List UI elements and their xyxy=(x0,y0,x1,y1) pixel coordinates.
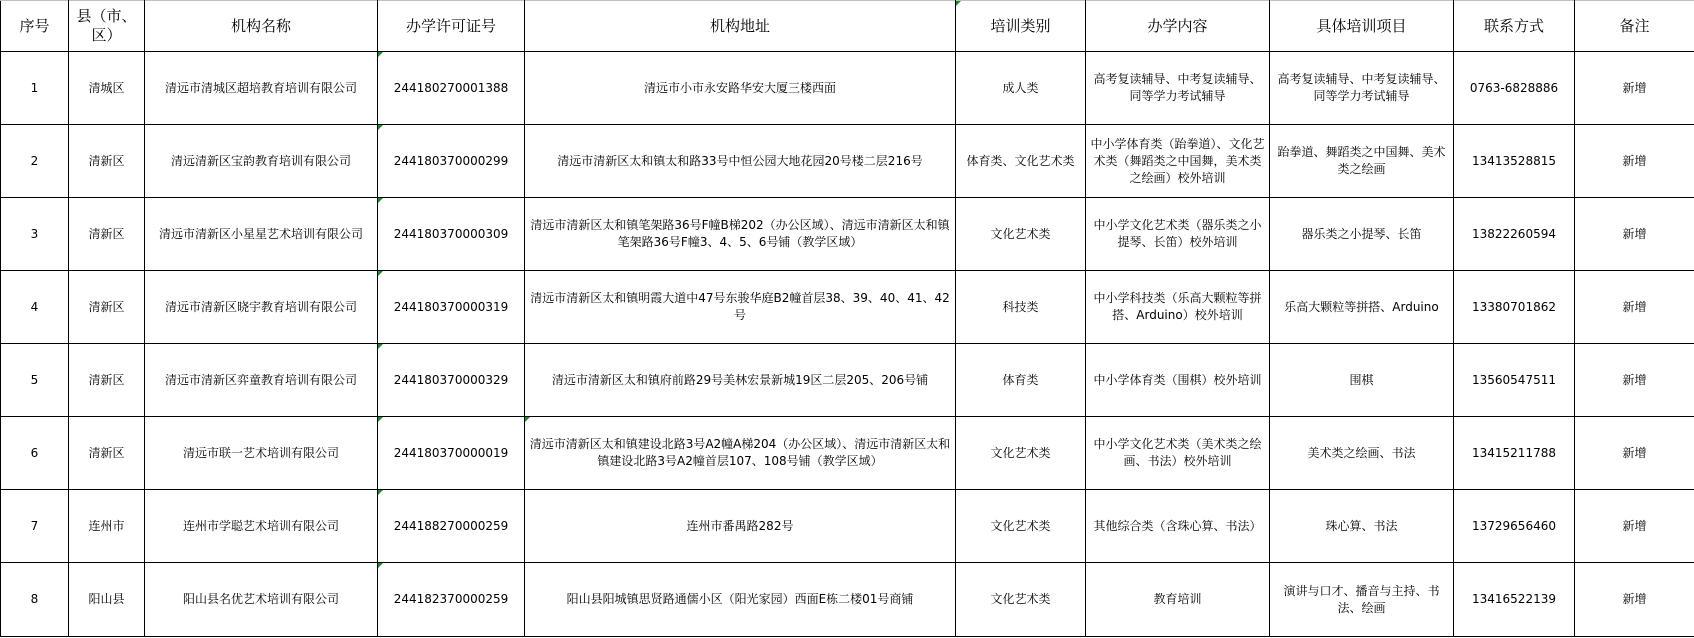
cell-index[interactable]: 7 xyxy=(1,490,69,563)
header-name: 机构名称 xyxy=(145,1,378,52)
cell-address[interactable]: 清远市清新区太和镇府前路29号美林宏景新城19区二层205、206号铺 xyxy=(525,344,956,417)
header-contact: 联系方式 xyxy=(1454,1,1575,52)
cell-index[interactable]: 1 xyxy=(1,52,69,125)
cell-index[interactable]: 4 xyxy=(1,271,69,344)
cell-contact[interactable]: 13560547511 xyxy=(1454,344,1575,417)
cell-county[interactable]: 阳山县 xyxy=(69,563,145,637)
cell-index[interactable]: 8 xyxy=(1,563,69,637)
cell-projects[interactable]: 跆拳道、舞蹈类之中国舞、美术类之绘画 xyxy=(1270,125,1454,198)
cell-projects[interactable]: 器乐类之小提琴、长笛 xyxy=(1270,198,1454,271)
cell-remark[interactable]: 新增 xyxy=(1575,417,1694,490)
cell-category[interactable]: 文化艺术类 xyxy=(956,417,1086,490)
header-row xyxy=(1,1,1694,52)
cell-index[interactable]: 5 xyxy=(1,344,69,417)
cell-contact[interactable]: 13413528815 xyxy=(1454,125,1575,198)
table-row[interactable] xyxy=(1,198,1694,271)
cell-index[interactable]: 6 xyxy=(1,417,69,490)
cell-remark[interactable]: 新增 xyxy=(1575,344,1694,417)
cell-contact[interactable]: 13416522139 xyxy=(1454,563,1575,637)
cell-license[interactable]: 244188270000259 xyxy=(378,490,525,563)
cell-projects[interactable]: 演讲与口才、播音与主持、书法、绘画 xyxy=(1270,563,1454,637)
header-license: 办学许可证号 xyxy=(378,1,525,52)
cell-content[interactable]: 中小学文化艺术类（美术类之绘画、书法）校外培训 xyxy=(1086,417,1270,490)
cell-address[interactable]: 清远市小市永安路华安大厦三楼西面 xyxy=(525,52,956,125)
cell-name[interactable]: 清远市清新区弈童教育培训有限公司 xyxy=(145,344,378,417)
cell-content[interactable]: 中小学体育类（跆拳道）、文化艺术类（舞蹈类之中国舞，美术类之绘画）校外培训 xyxy=(1086,125,1270,198)
cell-name[interactable]: 清远清新区宝韵教育培训有限公司 xyxy=(145,125,378,198)
cell-content[interactable]: 中小学体育类（围棋）校外培训 xyxy=(1086,344,1270,417)
cell-license[interactable]: 244180370000019 xyxy=(378,417,525,490)
cell-remark[interactable]: 新增 xyxy=(1575,490,1694,563)
cell-address[interactable]: 连州市番禺路282号 xyxy=(525,490,956,563)
cell-category[interactable]: 文化艺术类 xyxy=(956,490,1086,563)
cell-county[interactable]: 清城区 xyxy=(69,52,145,125)
cell-category[interactable]: 体育类 xyxy=(956,344,1086,417)
cell-license[interactable]: 244180370000309 xyxy=(378,198,525,271)
cell-contact[interactable]: 13380701862 xyxy=(1454,271,1575,344)
cell-remark[interactable]: 新增 xyxy=(1575,198,1694,271)
cell-category[interactable]: 体育类、文化艺术类 xyxy=(956,125,1086,198)
cell-remark[interactable]: 新增 xyxy=(1575,52,1694,125)
cell-content[interactable]: 教育培训 xyxy=(1086,563,1270,637)
table-row[interactable] xyxy=(1,490,1694,563)
cell-projects[interactable]: 珠心算、书法 xyxy=(1270,490,1454,563)
cell-index[interactable]: 3 xyxy=(1,198,69,271)
table-row[interactable] xyxy=(1,52,1694,125)
header-remark: 备注 xyxy=(1575,1,1694,52)
header-category: 培训类别 xyxy=(956,1,1086,52)
cell-county[interactable]: 清新区 xyxy=(69,198,145,271)
cell-name[interactable]: 清远市清新区小星星艺术培训有限公司 xyxy=(145,198,378,271)
cell-remark[interactable]: 新增 xyxy=(1575,563,1694,637)
cell-license[interactable]: 244180370000299 xyxy=(378,125,525,198)
cell-contact[interactable]: 13415211788 xyxy=(1454,417,1575,490)
header-projects: 具体培训项目 xyxy=(1270,1,1454,52)
cell-license[interactable]: 244180270001388 xyxy=(378,52,525,125)
cell-category[interactable]: 文化艺术类 xyxy=(956,198,1086,271)
cell-projects[interactable]: 围棋 xyxy=(1270,344,1454,417)
cell-remark[interactable]: 新增 xyxy=(1575,271,1694,344)
cell-content[interactable]: 其他综合类（含珠心算、书法） xyxy=(1086,490,1270,563)
header-index: 序号 xyxy=(1,1,69,52)
cell-address[interactable]: 清远市清新区太和镇建设北路3号A2幢A梯204（办公区域）、清远市清新区太和镇建设北路3号A2幢首层107、108号铺（教学区域） xyxy=(525,417,956,490)
cell-license[interactable]: 244180370000319 xyxy=(378,271,525,344)
cell-county[interactable]: 清新区 xyxy=(69,344,145,417)
cell-content[interactable]: 中小学科技类（乐高大颗粒等拼搭、Arduino）校外培训 xyxy=(1086,271,1270,344)
table-row[interactable] xyxy=(1,125,1694,198)
cell-content[interactable]: 中小学文化艺术类（器乐类之小提琴、长笛）校外培训 xyxy=(1086,198,1270,271)
cell-name[interactable]: 清远市清新区晓宇教育培训有限公司 xyxy=(145,271,378,344)
cell-county[interactable]: 清新区 xyxy=(69,125,145,198)
cell-contact[interactable]: 0763-6828886 xyxy=(1454,52,1575,125)
cell-category[interactable]: 成人类 xyxy=(956,52,1086,125)
header-address: 机构地址 xyxy=(525,1,956,52)
cell-name[interactable]: 连州市学聪艺术培训有限公司 xyxy=(145,490,378,563)
table-row[interactable] xyxy=(1,344,1694,417)
cell-county[interactable]: 清新区 xyxy=(69,417,145,490)
cell-name[interactable]: 阳山县名优艺术培训有限公司 xyxy=(145,563,378,637)
cell-address[interactable]: 阳山县阳城镇思贤路通儒小区（阳光家园）西面E栋二楼01号商铺 xyxy=(525,563,956,637)
cell-index[interactable]: 2 xyxy=(1,125,69,198)
cell-name[interactable]: 清远市清城区超培教育培训有限公司 xyxy=(145,52,378,125)
cell-contact[interactable]: 13822260594 xyxy=(1454,198,1575,271)
cell-county[interactable]: 清新区 xyxy=(69,271,145,344)
cell-address[interactable]: 清远市清新区太和镇笔架路36号F幢B梯202（办公区域）、清远市清新区太和镇笔架路36号F幢3、4、5、6号铺（教学区域） xyxy=(525,198,956,271)
header-content: 办学内容 xyxy=(1086,1,1270,52)
cell-name[interactable]: 清远市联一艺术培训有限公司 xyxy=(145,417,378,490)
cell-category[interactable]: 科技类 xyxy=(956,271,1086,344)
cell-category[interactable]: 文化艺术类 xyxy=(956,563,1086,637)
table-row[interactable] xyxy=(1,271,1694,344)
cell-content[interactable]: 高考复读辅导、中考复读辅导、同等学力考试辅导 xyxy=(1086,52,1270,125)
cell-address[interactable]: 清远市清新区太和镇明霞大道中47号东骏华庭B2幢首层38、39、40、41、42号 xyxy=(525,271,956,344)
cell-license[interactable]: 244182370000259 xyxy=(378,563,525,637)
cell-projects[interactable]: 高考复读辅导、中考复读辅导、同等学力考试辅导 xyxy=(1270,52,1454,125)
header-county: 县（市、区） xyxy=(69,1,145,52)
cell-license[interactable]: 244180370000329 xyxy=(378,344,525,417)
table-row[interactable] xyxy=(1,563,1694,637)
cell-address[interactable]: 清远市清新区太和镇太和路33号中恒公园大地花园20号楼二层216号 xyxy=(525,125,956,198)
cell-contact[interactable]: 13729656460 xyxy=(1454,490,1575,563)
cell-remark[interactable]: 新增 xyxy=(1575,125,1694,198)
table-row[interactable] xyxy=(1,417,1694,490)
cell-projects[interactable]: 乐高大颗粒等拼搭、Arduino xyxy=(1270,271,1454,344)
cell-county[interactable]: 连州市 xyxy=(69,490,145,563)
cell-projects[interactable]: 美术类之绘画、书法 xyxy=(1270,417,1454,490)
